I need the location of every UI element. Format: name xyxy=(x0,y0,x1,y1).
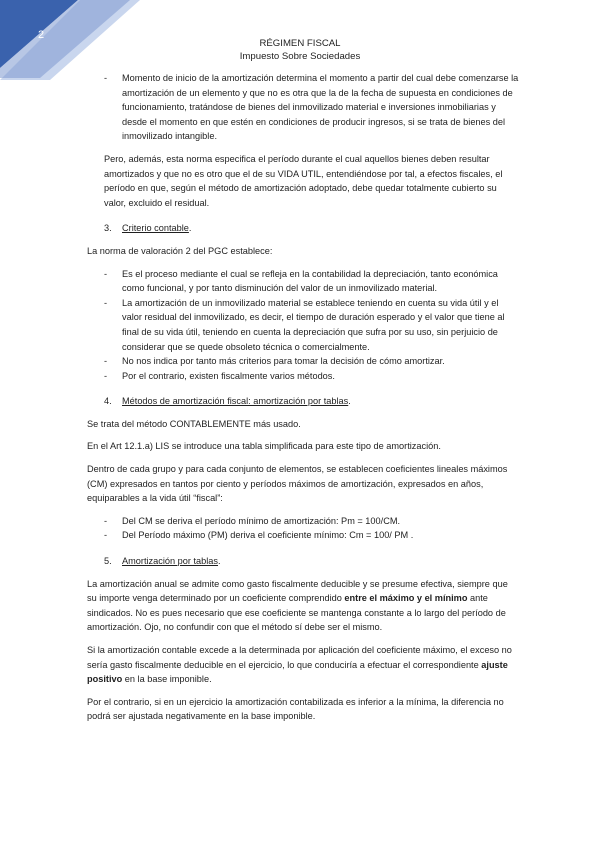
section-5-paragraph-1 xyxy=(87,577,519,635)
section-3-heading xyxy=(87,221,519,236)
page-number: 2 xyxy=(38,29,45,41)
text-run: ante sindicados. No es pues necesario que ese coeficiente se mantenga constante a lo largo del período de amortización. Ojo, no confundir con que el método sí debe ser el mismo. xyxy=(87,593,506,633)
section-period: . xyxy=(188,223,192,234)
section-5-heading xyxy=(87,554,519,569)
bold-run: entre el máximo y el mínimo xyxy=(344,593,468,604)
section-3-bullets xyxy=(87,267,519,384)
section-period: . xyxy=(218,556,221,567)
intro-bullets xyxy=(87,71,519,144)
section-title: Amortización por tablas xyxy=(122,556,219,567)
text-run: La amortización anual se admite como gasto fiscalmente deducible y se presume efectiva, siempre que su importe venga determinado por un coeficiente comprendido xyxy=(87,578,508,604)
document-header xyxy=(0,37,600,63)
list-item: - No nos indica por tanto más criterios para tomar la decisión de cómo amortizar. xyxy=(87,354,519,369)
document-body xyxy=(87,71,519,724)
section-number: 4. xyxy=(104,396,112,407)
section-4-paragraph-3: Dentro de cada grupo y para cada conjunto de elementos, se establecen coeficientes lineales máximos (CM) expresados en tantos por ciento y períodos máximos de amortización, expresados en años, equiparables a la vida útil “fiscal”: xyxy=(87,464,508,504)
header-title: RÉGIMEN FISCAL xyxy=(259,38,341,49)
section-5-paragraph-2 xyxy=(87,643,519,687)
section-number: 3. xyxy=(104,223,112,234)
list-item: - Es el proceso mediante el cual se refleja en la contabilidad la depreciación, tanto económica como funcional, y por tanto disminución del valor de un inmovilizado material. xyxy=(87,267,519,296)
section-5-paragraph-3: Por el contrario, si en un ejercicio la amortización contabilizada es inferior a la mínima, la diferencia no podrá ser ajustada negativamente en la base imponible. xyxy=(87,696,504,722)
text-run: Si la amortización contable excede a la determinada por aplicación del coeficiente máximo, el exceso no sería gasto fiscalmente deducible en el ejercicio, lo que conduciría a efectuar el correspondiente xyxy=(87,645,512,670)
section-4-paragraph-1: Se trata del método CONTABLEMENTE más usado. xyxy=(87,418,301,429)
section-title: Métodos de amortización fiscal: amortización por tablas xyxy=(122,396,349,407)
section-3-lead: La norma de valoración 2 del PGC establece: xyxy=(87,245,273,256)
section-title: Criterio contable xyxy=(122,223,189,234)
text-run: en la base imponible. xyxy=(122,674,212,685)
list-item: - La amortización de un inmovilizado material se establece teniendo en cuenta su vida útil y el valor residual del inmovilizado, es decir, el tiempo de duración esperado y el valor que tiene al final de su vida útil, teniendo en cuenta la depreciación que sufra por su uso, sin perjuicio de considerar que se quede obsoleto técnica o comercialmente. xyxy=(87,296,519,354)
section-4-paragraph-2: En el Art 12.1.a) LIS se introduce una tabla simplificada para este tipo de amortización. xyxy=(87,441,441,452)
list-item: - Del Período máximo (PM) deriva el coeficiente mínimo: Cm = 100/ PM . xyxy=(87,528,519,543)
section-period: . xyxy=(348,396,351,407)
bold-run: ajuste positivo xyxy=(87,659,508,685)
list-item: - Momento de inicio de la amortización determina el momento a partir del cual debe comenzarse la amortización de un elemento y que no es otra que la de la fecha de supuesta en condiciones de funcionamiento, tratándose de bienes del inmovilizado material e inversiones inmobiliarias y desde el momento en que estén en condiciones de producir ingresos, si se trata de bienes del inmovilizado intangible. xyxy=(87,71,519,144)
list-item: - Del CM se deriva el período mínimo de amortización: Pm = 100/CM. xyxy=(87,514,519,529)
section-number: 5. xyxy=(104,556,112,567)
intro-paragraph: Pero, además, esta norma especifica el período durante el cual aquellos bienes deben resultar amortizados y que no es otro que el de su VIDA UTIL, entendiéndose por tal, a efectos fiscales, el período en que, según el método de amortización adoptado, debe quedar totalmente cubierto su valor, excluido el residual. xyxy=(104,153,503,208)
list-item: - Por el contrario, existen fiscalmente varios métodos. xyxy=(87,369,519,384)
header-subtitle: Impuesto Sobre Sociedades xyxy=(239,51,361,62)
section-4-bullets xyxy=(87,514,519,543)
section-4-heading xyxy=(87,394,519,409)
